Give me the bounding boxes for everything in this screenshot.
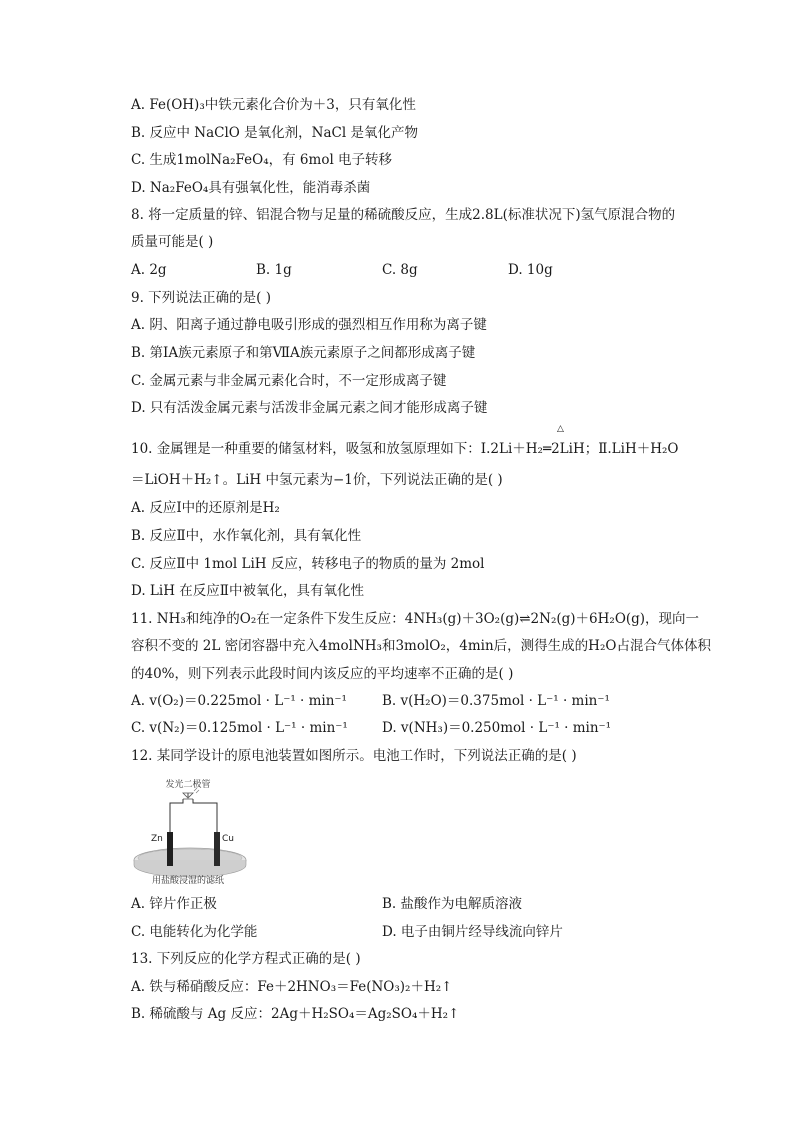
zn-label: Zn [151, 834, 163, 844]
q8-option-c: C. 8g [382, 262, 418, 278]
q9-option-b: B. 第ⅠA族元素原子和第ⅦA族元素原子之间都形成离子键 [131, 345, 476, 361]
q12-option-a: A. 锌片作正极 [131, 896, 217, 912]
q13-option-b: B. 稀硫酸与 Ag 反应：2Ag＋H₂SO₄＝Ag₂SO₄＋H₂↑ [131, 1006, 460, 1022]
q9-option-c: C. 金属元素与非金属元素化合时，不一定形成离子键 [131, 373, 447, 389]
q10-option-a: A. 反应Ⅰ中的还原剂是H₂ [131, 500, 280, 516]
q9-option-d: D. 只有活泼金属元素与活泼非金属元素之间才能形成离子键 [131, 400, 488, 416]
q10-condition-mark: △ [557, 424, 564, 434]
q7-option-c: C. 生成1molNa₂FeO₄，有 6mol 电子转移 [131, 152, 393, 168]
wire-right [193, 799, 217, 834]
q11-stem-line2: 容积不变的 2L 密闭容器中充入4molNH₃和3molO₂，4min后，测得生成的H₂O占混合气体体积 [131, 638, 711, 654]
cu-label: Cu [222, 834, 234, 844]
wire-left [170, 799, 183, 834]
q10-option-b: B. 反应Ⅱ中，水作氧化剂，具有氧化性 [131, 528, 362, 544]
q11-option-a: A. v(O₂)＝0.225mol · L⁻¹ · min⁻¹ [131, 693, 347, 709]
q10-stem-line1: 10. 金属锂是一种重要的储氢材料，吸氢和放氢原理如下：Ⅰ.2Li＋H₂═2LiH；Ⅱ.LiH＋H₂O [131, 441, 679, 457]
q12-option-c: C. 电能转化为化学能 [131, 924, 258, 940]
q11-stem-line3: 的40%，则下列表示此段时间内该反应的平均速率不正确的是( ) [131, 666, 514, 682]
q7-option-b: B. 反应中 NaClO 是氧化剂，NaCl 是氧化产物 [131, 125, 418, 141]
led-label: 发光二极管 [165, 780, 211, 790]
q7-option-d: D. Na₂FeO₄具有强氧化性，能消毒杀菌 [131, 180, 371, 196]
q13-stem: 13. 下列反应的化学方程式正确的是( ) [131, 951, 361, 967]
q12-option-b: B. 盐酸作为电解质溶液 [382, 896, 523, 912]
q10-option-c: C. 反应Ⅱ中 1mol LiH 反应，转移电子的物质的量为 2mol [131, 556, 485, 572]
q12-stem: 12. 某同学设计的原电池装置如图所示。电池工作时，下列说法正确的是( ) [131, 748, 577, 764]
q9-option-a: A. 阴、阳离子通过静电吸引形成的强烈相互作用称为离子键 [131, 317, 487, 333]
filter-paper-caption: 用盐酸浸湿的滤纸 [151, 876, 225, 885]
q8-option-d: D. 10g [508, 262, 553, 278]
zinc-electrode [167, 832, 173, 866]
q11-stem-line1: 11. NH₃和纯净的O₂在一定条件下发生反应：4NH₃(g)＋3O₂(g)⇌2N₂(g)＋6H₂O(g)，现向一 [131, 611, 700, 627]
galvanic-cell-figure [130, 777, 248, 885]
q8-stem-line1: 8. 将一定质量的锌、铝混合物与足量的稀硫酸反应，生成2.8L(标准状况下)氢气原混合物的 [131, 207, 676, 223]
q11-option-b: B. v(H₂O)＝0.375mol · L⁻¹ · min⁻¹ [382, 693, 610, 709]
q10-option-d: D. LiH 在反应Ⅱ中被氧化，具有氧化性 [131, 583, 364, 599]
q12-option-d: D. 电子由铜片经导线流向锌片 [382, 924, 563, 940]
q11-option-c: C. v(N₂)＝0.125mol · L⁻¹ · min⁻¹ [131, 720, 348, 736]
q8-option-b: B. 1g [256, 262, 292, 278]
q9-stem: 9. 下列说法正确的是( ) [131, 290, 271, 306]
q8-stem-line2: 质量可能是( ) [131, 234, 214, 250]
q10-stem-line2: ＝LiOH＋H₂↑。LiH 中氢元素为−1价，下列说法正确的是( ) [131, 472, 503, 488]
q13-option-a: A. 铁与稀硝酸反应：Fe＋2HNO₃＝Fe(NO₃)₂＋H₂↑ [131, 979, 453, 995]
copper-electrode [214, 832, 220, 866]
q8-option-a: A. 2g [131, 262, 167, 278]
q7-option-a: A. Fe(OH)₃中铁元素化合价为＋3，只有氧化性 [131, 97, 416, 113]
galvanic-cell-diagram [130, 777, 248, 885]
q11-option-d: D. v(NH₃)＝0.250mol · L⁻¹ · min⁻¹ [382, 720, 612, 736]
